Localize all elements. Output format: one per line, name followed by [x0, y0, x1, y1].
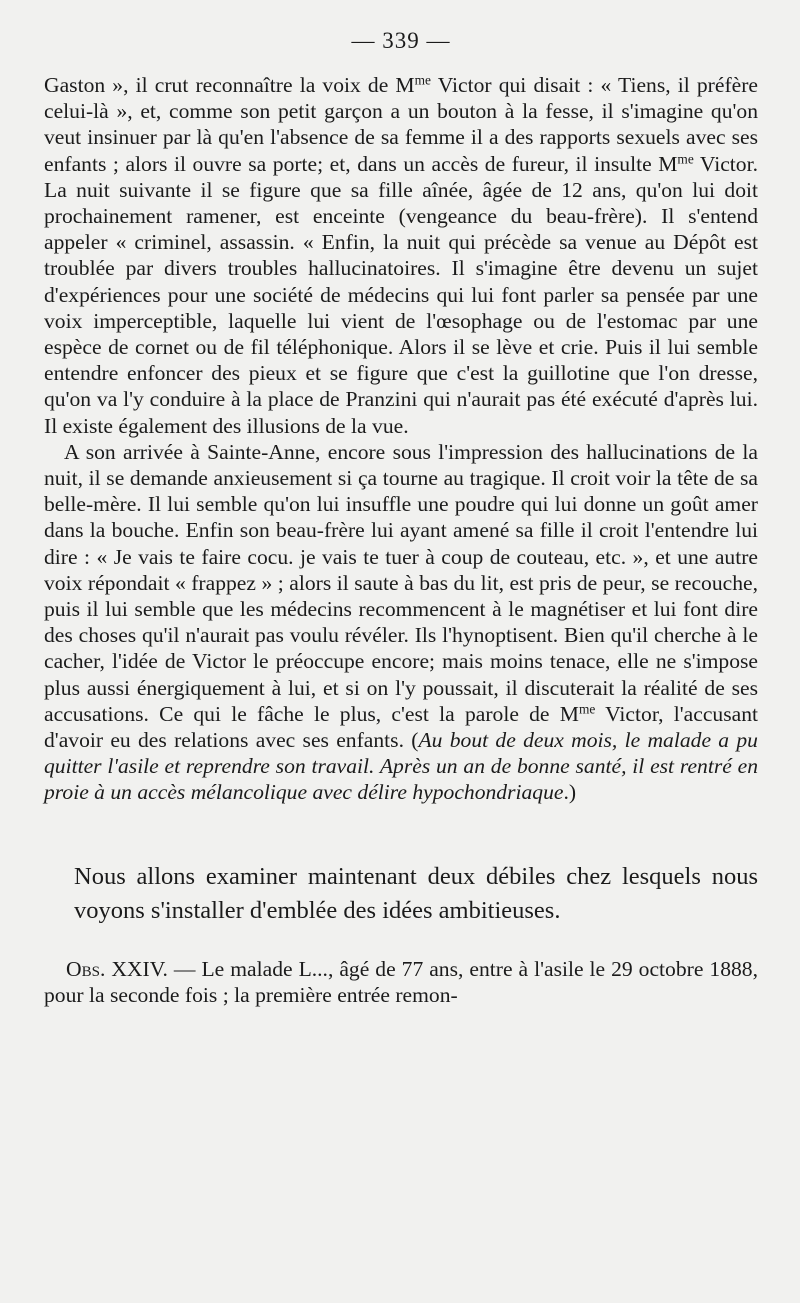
paragraph-2	[44, 439, 758, 806]
paragraph-2-part-2: Victor, l'accusant d'avoir eu des relations avec ses enfants. (	[44, 701, 758, 753]
mme-superscript-3: me	[578, 701, 596, 717]
paragraph-1-part-2: Victor qui disait : « Tiens, il préfère celui-là », et, comme son petit garçon a un bouton à la fesse, il s'imagine qu'on veut insinuer par là qu'en l'absence de sa femme il a des rapports sexuels avec ses enfants ; alors il ouvre sa porte; et, dans un accès de fureur, il insulte M	[44, 73, 759, 176]
page-number: — 339 —	[351, 28, 451, 53]
section-note: Nous allons examiner maintenant deux débiles chez lesquels nous voyons s'installer d'emblée des idées ambitieuses.	[74, 862, 758, 924]
paragraph-1-part-3: Victor. La nuit suivante il se figure que sa fille aînée, âgée de 12 ans, qu'on lui doit prochainement ramener, est enceinte (vengeance du beau-frère). Il s'entend appeler « criminel, assassin. « Enfin, la nuit qui précède sa venue au Dépôt est troublée par divers troubles hallucinatoires. Il s'imagine être devenu un sujet d'expériences pour une société de médecins qui lui font parler sa pensée par une voix imperceptible, laquelle lui vient de l'œsophage ou de l'estomac par une espèce de cornet ou de fil téléphonique. Alors il se lève et crie. Puis il lui semble entendre enfoncer des pieux et se figure que c'est la guillotine que l'on dresse, qu'on va l'y conduire à la place de Pranzini qui n'aurait pas été exécuté d'après lui. Il existe également des illusions de la vue.	[44, 151, 758, 438]
body-text	[44, 72, 758, 806]
mme-superscript-2: me	[677, 151, 694, 167]
observation-24	[44, 956, 758, 1008]
observation-label: Obs. XXIV.	[66, 956, 168, 981]
paragraph-2-end: .)	[563, 780, 577, 805]
paragraph-1-part-1: Gaston », il crut reconnaître la voix de M	[44, 73, 415, 97]
paragraph-2-italic: Au bout de deux mois, le malade a pu quitter l'asile et reprendre son travail. Après un an de bonne santé, il est rentré en proie à un accès mélancolique avec délire hypochondriaque	[44, 728, 758, 805]
mme-superscript-1: me	[414, 72, 431, 88]
observation-text: — Le malade L..., âgé de 77 ans, entre à l'asile le 29 octobre 1888, pour la seconde fois ; la première entrée remon-	[44, 956, 758, 1007]
paragraph-1	[44, 72, 758, 439]
paragraph-2-part-1: A son arrivée à Sainte-Anne, encore sous l'impression des hallucinations de la nuit, il se demande anxieusement si ça tourne au tragique. Il croit voir la tête de sa belle-mère. Il lui semble qu'on lui insuffle une poudre qui lui donne un goût amer dans la bouche. Enfin son beau-frère lui ayant amené sa fille il croit l'entendre lui dire : « Je vais te faire cocu. je vais te tuer à coup de couteau, etc. », et une autre voix répondait « frappez » ; alors il saute à bas du lit, est pris de peur, se recouche, puis il lui semble que les médecins recommencent à le magnétiser et lui font dire des choses qu'il n'aurait pas voulu révéler. Ils l'hynoptisent. Bien qu'il cherche à le cacher, l'idée de Victor le préoccupe encore; mais moins tenace, elle ne s'impose plus aussi énergiquement à lui, et si on l'y poussait, il discuterait la réalité de ses accusations. Ce qui le fâche le plus, c'est la parole de M	[44, 439, 758, 726]
